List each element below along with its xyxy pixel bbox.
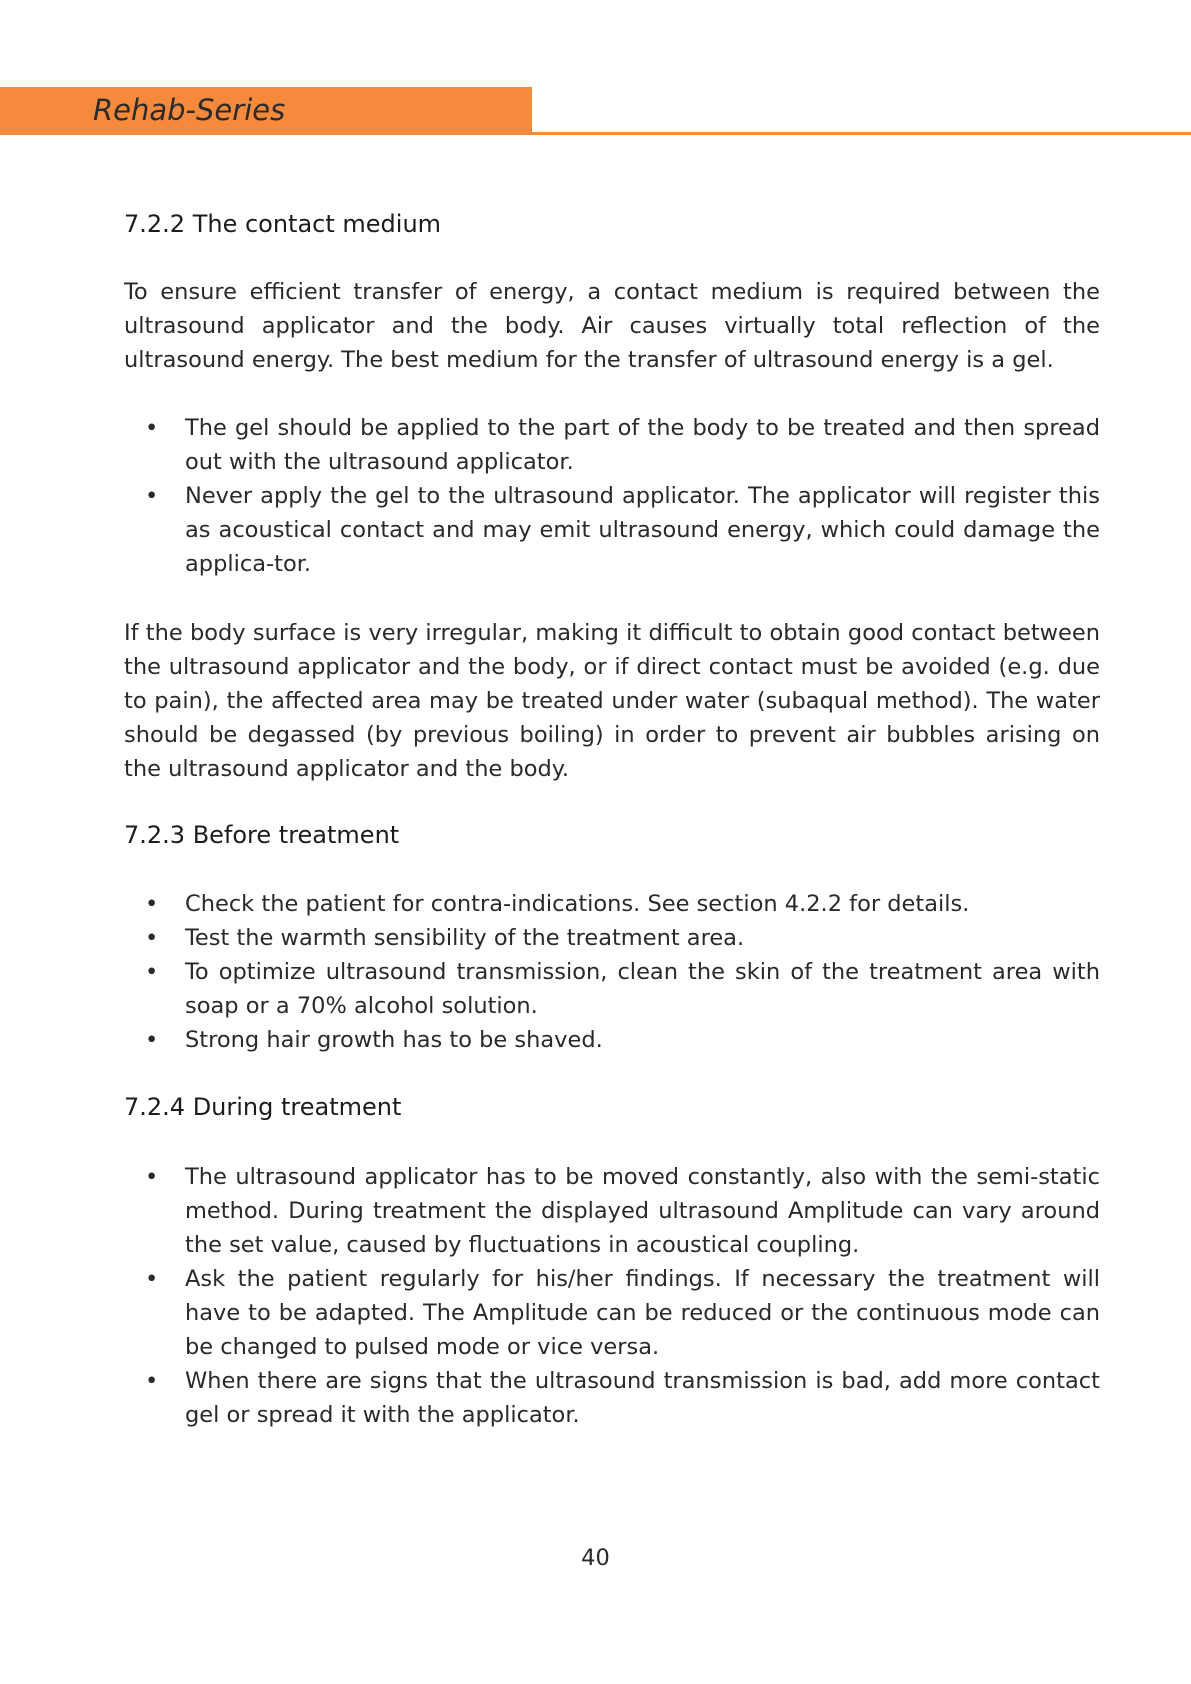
paragraph-contact-medium-intro: To ensure efficient transfer of energy, a contact medium is required between the ultrasound applicator and the body. Air causes virtually total reflection of the ultrasound energy. The best medium for the transfer of ultrasound energy is a gel. xyxy=(124,279,1100,373)
list-item: • The ultrasound applicator has to be moved constantly, also with the semi-static method. During treatment the displayed ultrasound Amplitude can vary around the set value, caused by fluctuations in acoustical coupling. xyxy=(124,1160,1100,1262)
section-heading-7-2-3: 7.2.3 Before treatment xyxy=(124,821,400,849)
page-number: 40 xyxy=(581,1545,610,1571)
bullet-dot-icon: • xyxy=(145,891,159,917)
list-item: • Ask the patient regularly for his/her findings. If necessary the treatment will have to be adapted. The Amplitude can be reduced or the continuous mode can be changed to pulsed mode or vice versa. xyxy=(124,1262,1100,1364)
bullet-dot-icon: • xyxy=(145,1164,159,1190)
section-heading-7-2-2: 7.2.2 The contact medium xyxy=(124,210,442,238)
list-item: • The gel should be applied to the part of the body to be treated and then spread out with the ultrasound applicator. xyxy=(124,411,1100,479)
list-item: • Never apply the gel to the ultrasound applicator. The applicator will register this as acoustical contact and may emit ultrasound energy, which could damage the applica-tor. xyxy=(124,479,1100,581)
bullet-dot-icon: • xyxy=(145,925,159,951)
section-heading-7-2-4: 7.2.4 During treatment xyxy=(124,1093,402,1121)
bullet-list-before-treatment xyxy=(124,887,1100,1057)
bullet-dot-icon: • xyxy=(145,1266,159,1292)
list-item: • When there are signs that the ultrasound transmission is bad, add more contact gel or spread it with the applicator. xyxy=(124,1364,1100,1432)
header-rule xyxy=(532,132,1191,135)
bullet-dot-icon: • xyxy=(145,483,159,509)
list-item: • Check the patient for contra-indications. See section 4.2.2 for details. xyxy=(124,887,1100,921)
document-series-title: Rehab-Series xyxy=(93,93,286,127)
bullet-dot-icon: • xyxy=(145,1027,159,1053)
paragraph-subaqual-method: If the body surface is very irregular, making it difficult to obtain good contact between the ultrasound applicator and the body, or if direct contact must be avoided (e.g. due to pain), the affected area may be treated under water (subaqual method). The water should be degassed (by previous boiling) in order to prevent air bubbles arising on the ultrasound applicator and the body. xyxy=(124,620,1100,782)
bullet-list-contact-medium xyxy=(124,411,1100,581)
list-item: • Test the warmth sensibility of the treatment area. xyxy=(124,921,1100,955)
bullet-dot-icon: • xyxy=(145,1368,159,1394)
bullet-dot-icon: • xyxy=(145,959,159,985)
bullet-dot-icon: • xyxy=(145,415,159,441)
list-item: • To optimize ultrasound transmission, clean the skin of the treatment area with soap or a 70% alcohol solution. xyxy=(124,955,1100,1023)
list-item: • Strong hair growth has to be shaved. xyxy=(124,1023,1100,1057)
bullet-list-during-treatment xyxy=(124,1160,1100,1432)
